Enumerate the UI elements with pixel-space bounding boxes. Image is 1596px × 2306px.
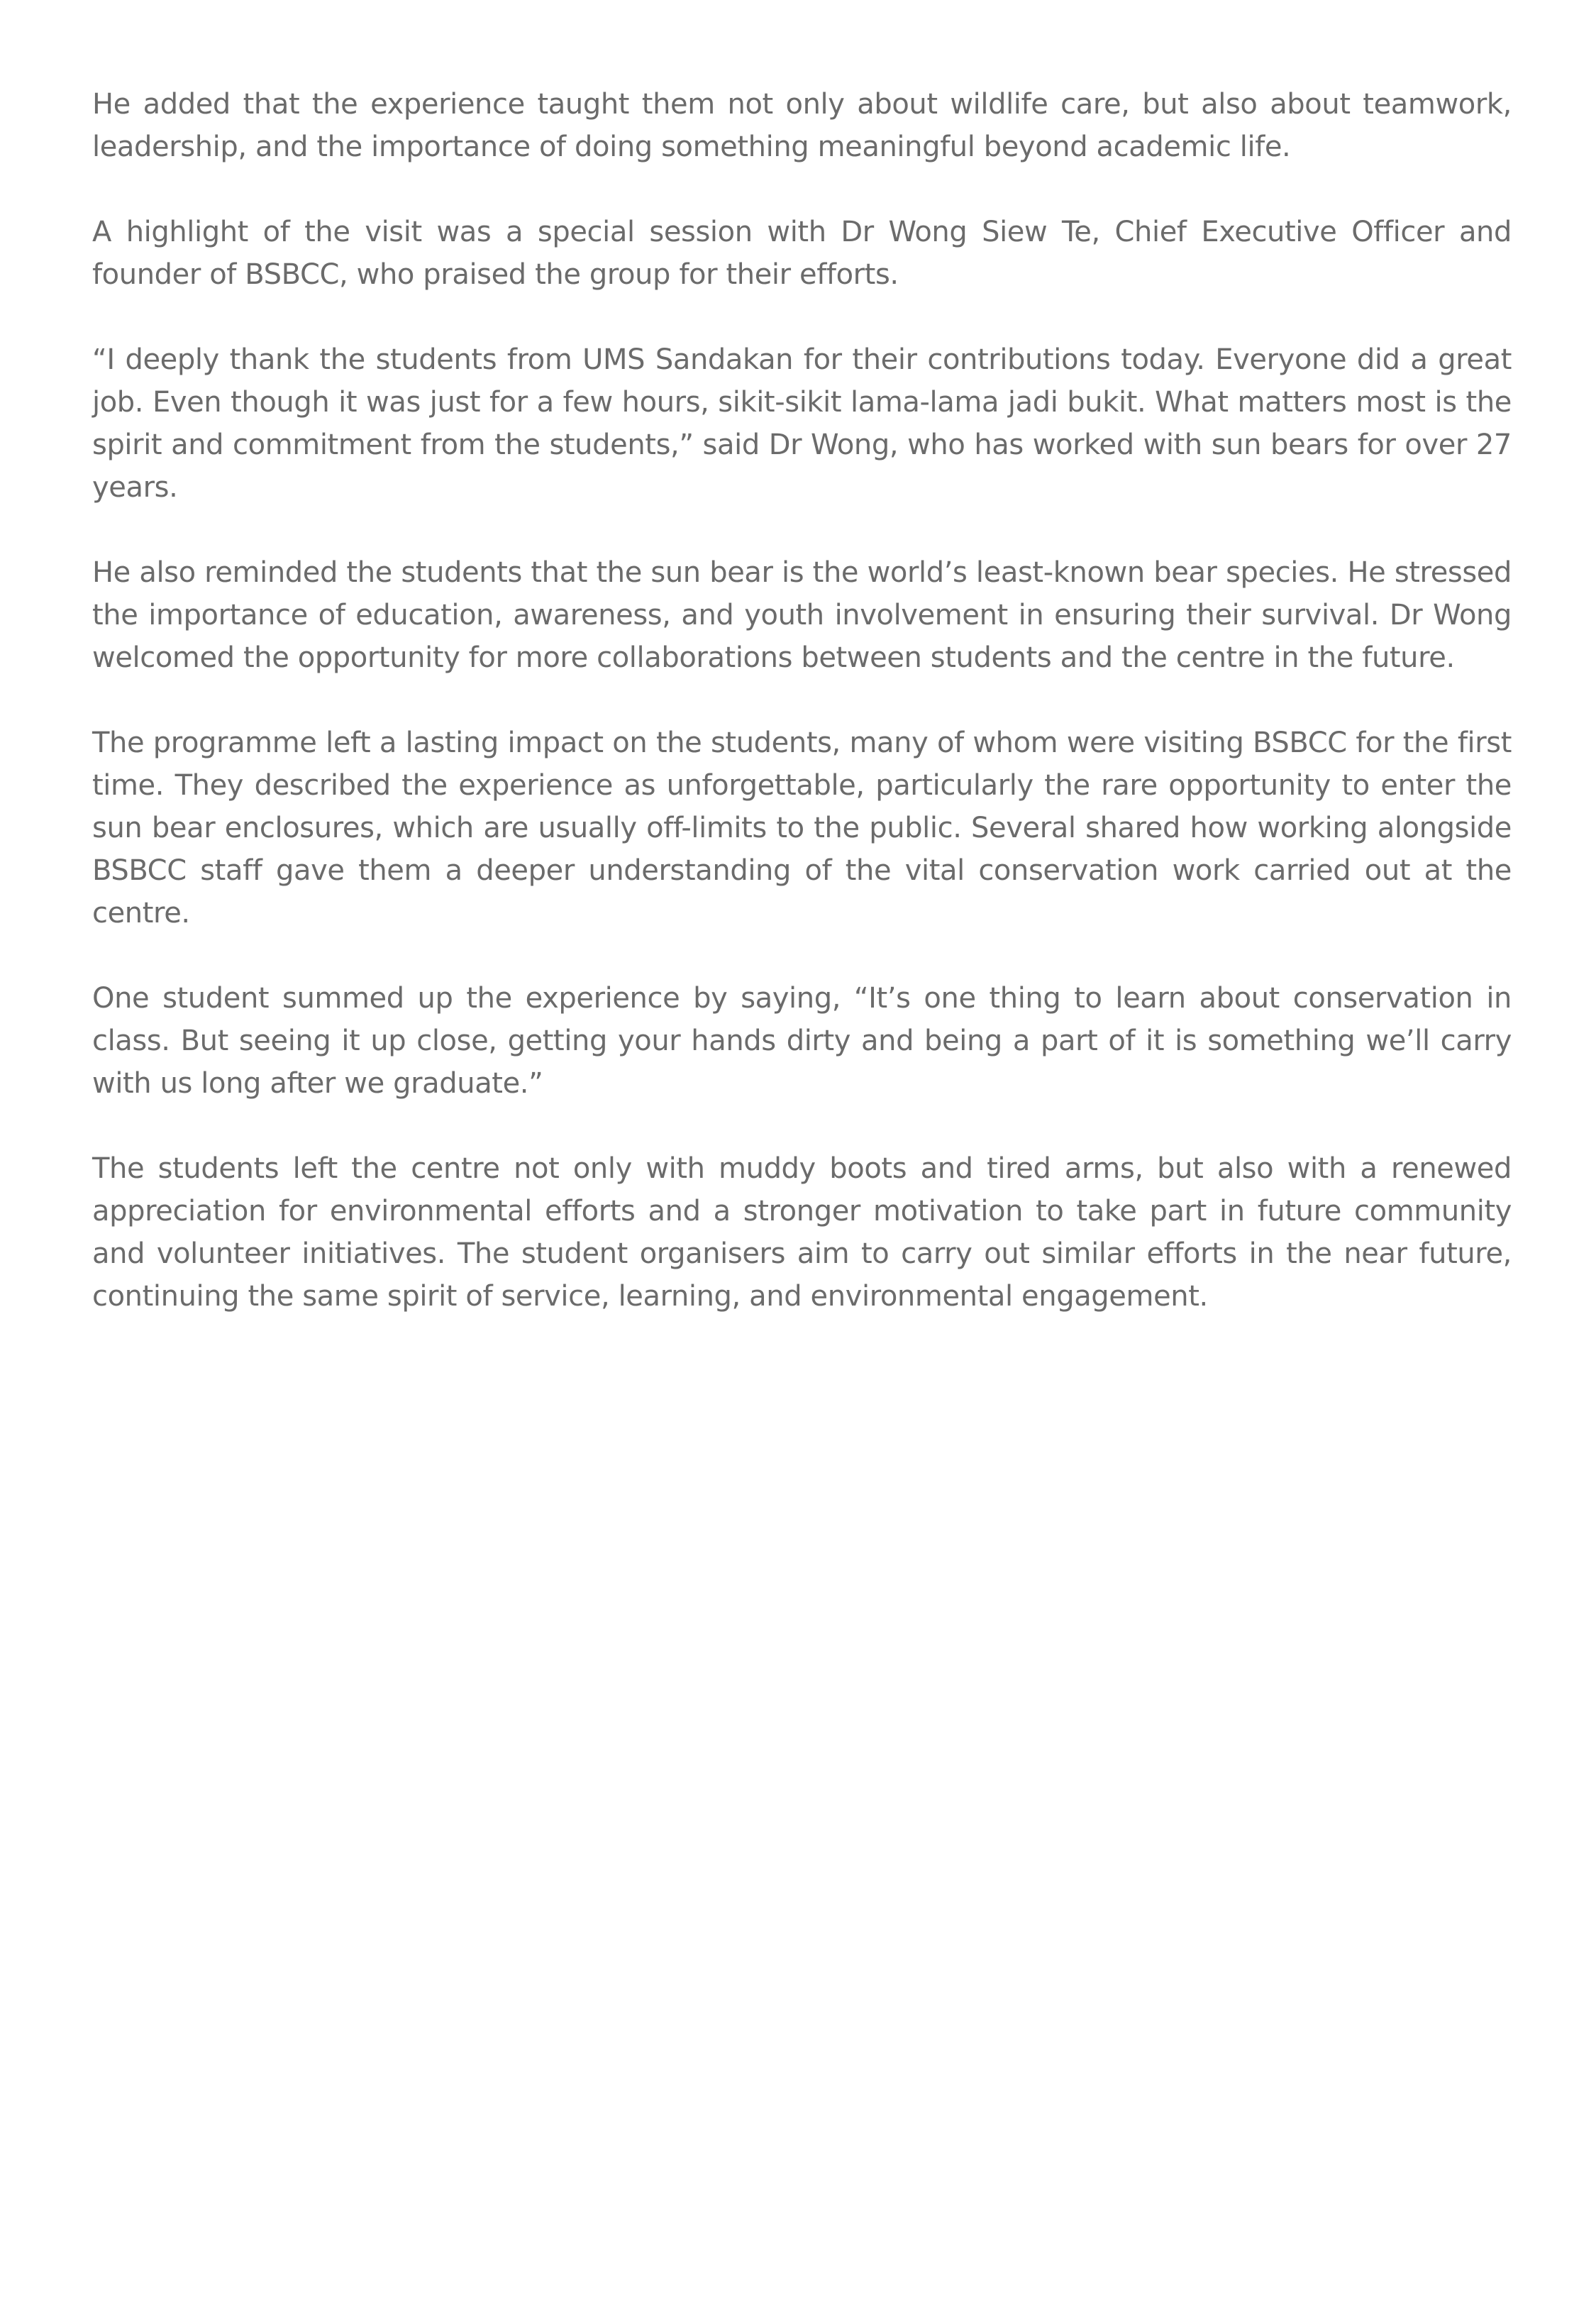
paragraph-quote-dr-wong: “I deeply thank the students from UMS Sandakan for their contributions today. Everyone did a great job. Even though it was just for a few hours, sikit-sikit lama-lama jadi bukit. What matters most is the spirit and commitment from the students,” said Dr Wong, who has worked with sun bears for over 27 years. — [92, 343, 1512, 504]
paragraph-experience: He added that the experience taught them not only about wildlife care, but also about teamwork, leadership, and the importance of doing something meaningful beyond academic life. — [92, 88, 1512, 163]
paragraph-student-quote: One student summed up the experience by saying, “It’s one thing to learn about conservation in class. But seeing it up close, getting your hands dirty and being a part of it is something we’ll carry with us long after we graduate.” — [92, 982, 1512, 1100]
paragraph-lasting-impact: The programme left a lasting impact on the students, many of whom were visiting BSBCC for the first time. They described the experience as unforgettable, particularly the rare opportunity to enter the sun bear enclosures, which are usually off-limits to the public. Several shared how working alongside BSBCC staff gave them a deeper understanding of the vital conservation work carried out at the centre. — [92, 727, 1512, 929]
paragraph-highlight: A highlight of the visit was a special session with Dr Wong Siew Te, Chief Executive Officer and founder of BSBCC, who praised the group for their efforts. — [92, 216, 1512, 291]
article-body — [92, 83, 1512, 1360]
paragraph-conclusion: The students left the centre not only with muddy boots and tired arms, but also with a renewed appreciation for environmental efforts and a stronger motivation to take part in future community and volunteer initiatives. The student organisers aim to carry out similar efforts in the near future, continuing the same spirit of service, learning, and environmental engagement. — [92, 1152, 1512, 1313]
paragraph-sun-bear-species: He also reminded the students that the sun bear is the world’s least-known bear species. He stressed the importance of education, awareness, and youth involvement in ensuring their survival. Dr Wong welcomed the opportunity for more collaborations between students and the centre in the future. — [92, 556, 1512, 674]
